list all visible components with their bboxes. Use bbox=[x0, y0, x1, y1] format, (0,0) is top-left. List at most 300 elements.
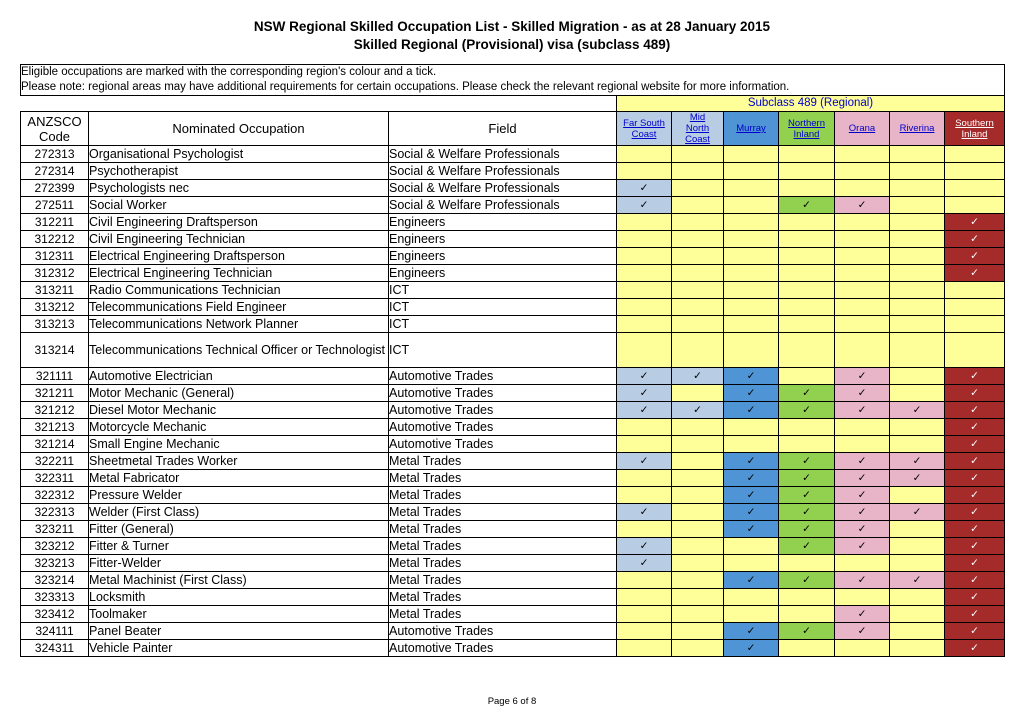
tick-icon: ✓ bbox=[970, 505, 979, 518]
cell-region-murray bbox=[724, 299, 779, 316]
cell-occupation: Telecommunications Network Planner bbox=[89, 316, 389, 333]
cell-region-orana bbox=[835, 589, 890, 606]
cell-region-orana bbox=[835, 470, 890, 487]
cell-region-northern_inland bbox=[779, 487, 835, 504]
cell-region-orana bbox=[835, 606, 890, 623]
cell-region-orana bbox=[835, 419, 890, 436]
header-region-mid-north-coast: Mid North Coast bbox=[672, 112, 724, 146]
cell-field: Engineers bbox=[389, 214, 617, 231]
cell-region-murray bbox=[724, 163, 779, 180]
cell-region-orana bbox=[835, 265, 890, 282]
header-anzsco-line1: ANZSCO bbox=[27, 113, 82, 129]
cell-region-far_south_coast bbox=[617, 589, 672, 606]
cell-occupation: Radio Communications Technician bbox=[89, 282, 389, 299]
table-row bbox=[21, 606, 1005, 623]
cell-region-orana bbox=[835, 436, 890, 453]
cell-region-orana bbox=[835, 146, 890, 163]
cell-region-mid_north_coast bbox=[672, 368, 724, 385]
header-field: Field bbox=[389, 112, 617, 146]
tick-icon: ✓ bbox=[802, 386, 811, 399]
cell-region-riverina bbox=[890, 419, 945, 436]
cell-region-murray bbox=[724, 248, 779, 265]
cell-anzsco-code: 312212 bbox=[21, 231, 89, 248]
cell-anzsco-code: 321212 bbox=[21, 402, 89, 419]
tick-icon: ✓ bbox=[857, 454, 867, 467]
cell-occupation: Social Worker bbox=[89, 197, 389, 214]
cell-region-far_south_coast bbox=[617, 402, 672, 419]
note-line-1: Eligible occupations are marked with the corresponding region's colour and a tick. bbox=[21, 66, 437, 78]
cell-anzsco-code: 272399 bbox=[21, 180, 89, 197]
tick-icon: ✓ bbox=[970, 573, 979, 586]
cell-region-riverina bbox=[890, 299, 945, 316]
cell-region-southern_inland bbox=[945, 538, 1005, 555]
cell-region-mid_north_coast bbox=[672, 197, 724, 214]
cell-occupation: Metal Fabricator bbox=[89, 470, 389, 487]
cell-region-mid_north_coast bbox=[672, 538, 724, 555]
tick-icon: ✓ bbox=[912, 573, 922, 586]
tick-icon: ✓ bbox=[746, 624, 756, 637]
cell-field: Metal Trades bbox=[389, 504, 617, 521]
cell-region-murray bbox=[724, 453, 779, 470]
cell-occupation: Psychologists nec bbox=[89, 180, 389, 197]
cell-region-southern_inland bbox=[945, 146, 1005, 163]
cell-region-murray bbox=[724, 504, 779, 521]
page-subtitle: Skilled Regional (Provisional) visa (subclass 489) bbox=[353, 37, 671, 52]
cell-region-murray bbox=[724, 555, 779, 572]
tick-icon: ✓ bbox=[970, 539, 979, 552]
cell-region-riverina bbox=[890, 265, 945, 282]
tick-icon: ✓ bbox=[802, 471, 811, 484]
tick-icon: ✓ bbox=[639, 454, 649, 467]
cell-region-southern_inland bbox=[945, 368, 1005, 385]
cell-occupation: Sheetmetal Trades Worker bbox=[89, 453, 389, 470]
cell-region-orana bbox=[835, 197, 890, 214]
cell-region-mid_north_coast bbox=[672, 623, 724, 640]
tick-icon: ✓ bbox=[639, 386, 649, 399]
cell-region-far_south_coast bbox=[617, 504, 672, 521]
cell-region-murray bbox=[724, 572, 779, 589]
cell-region-northern_inland bbox=[779, 504, 835, 521]
cell-region-northern_inland bbox=[779, 470, 835, 487]
cell-region-murray bbox=[724, 402, 779, 419]
tick-icon: ✓ bbox=[746, 573, 756, 586]
cell-anzsco-code: 272313 bbox=[21, 146, 89, 163]
cell-anzsco-code: 321213 bbox=[21, 419, 89, 436]
cell-region-mid_north_coast bbox=[672, 589, 724, 606]
cell-region-southern_inland bbox=[945, 504, 1005, 521]
cell-region-mid_north_coast bbox=[672, 521, 724, 538]
cell-region-murray bbox=[724, 214, 779, 231]
table-row bbox=[21, 333, 1005, 368]
cell-anzsco-code: 313212 bbox=[21, 299, 89, 316]
cell-region-riverina bbox=[890, 282, 945, 299]
cell-region-far_south_coast bbox=[617, 555, 672, 572]
tick-icon: ✓ bbox=[639, 539, 649, 552]
cell-region-northern_inland bbox=[779, 180, 835, 197]
cell-region-orana bbox=[835, 248, 890, 265]
tick-icon: ✓ bbox=[857, 624, 867, 637]
cell-anzsco-code: 322311 bbox=[21, 470, 89, 487]
tick-icon: ✓ bbox=[802, 505, 811, 518]
cell-region-northern_inland bbox=[779, 316, 835, 333]
table-row bbox=[21, 419, 1005, 436]
cell-occupation: Fitter-Welder bbox=[89, 555, 389, 572]
cell-field: Metal Trades bbox=[389, 606, 617, 623]
tick-icon: ✓ bbox=[746, 488, 756, 501]
cell-occupation: Vehicle Painter bbox=[89, 640, 389, 657]
cell-region-far_south_coast bbox=[617, 538, 672, 555]
cell-field: Automotive Trades bbox=[389, 385, 617, 402]
cell-occupation: Locksmith bbox=[89, 589, 389, 606]
cell-region-mid_north_coast bbox=[672, 231, 724, 248]
table-row bbox=[21, 572, 1005, 589]
cell-region-mid_north_coast bbox=[672, 265, 724, 282]
header-anzsco-code bbox=[21, 112, 89, 146]
table-row bbox=[21, 248, 1005, 265]
cell-region-riverina bbox=[890, 606, 945, 623]
cell-region-mid_north_coast bbox=[672, 163, 724, 180]
tick-icon: ✓ bbox=[912, 454, 922, 467]
table-row bbox=[21, 146, 1005, 163]
cell-field: Automotive Trades bbox=[389, 402, 617, 419]
cell-region-riverina bbox=[890, 640, 945, 657]
cell-region-murray bbox=[724, 470, 779, 487]
tick-icon: ✓ bbox=[970, 437, 979, 450]
cell-region-riverina bbox=[890, 248, 945, 265]
cell-region-murray bbox=[724, 180, 779, 197]
tick-icon: ✓ bbox=[693, 403, 702, 416]
cell-region-murray bbox=[724, 606, 779, 623]
header-region-orana: Orana bbox=[835, 112, 890, 146]
header-region-riverina: Riverina bbox=[890, 112, 945, 146]
cell-region-mid_north_coast bbox=[672, 316, 724, 333]
tick-icon: ✓ bbox=[693, 369, 702, 382]
cell-field: ICT bbox=[389, 299, 617, 316]
cell-region-southern_inland bbox=[945, 436, 1005, 453]
cell-region-southern_inland bbox=[945, 180, 1005, 197]
table-row bbox=[21, 282, 1005, 299]
cell-region-mid_north_coast bbox=[672, 214, 724, 231]
tick-icon: ✓ bbox=[970, 641, 979, 654]
tick-icon: ✓ bbox=[912, 403, 922, 416]
table-row bbox=[21, 214, 1005, 231]
cell-region-far_south_coast bbox=[617, 368, 672, 385]
tick-icon: ✓ bbox=[857, 488, 867, 501]
cell-occupation: Automotive Electrician bbox=[89, 368, 389, 385]
cell-region-northern_inland bbox=[779, 248, 835, 265]
cell-region-northern_inland bbox=[779, 146, 835, 163]
tick-icon: ✓ bbox=[970, 420, 979, 433]
cell-region-murray bbox=[724, 538, 779, 555]
cell-region-mid_north_coast bbox=[672, 640, 724, 657]
cell-region-orana bbox=[835, 333, 890, 368]
cell-region-murray bbox=[724, 487, 779, 504]
tick-icon: ✓ bbox=[857, 198, 867, 211]
tick-icon: ✓ bbox=[970, 215, 979, 228]
tick-icon: ✓ bbox=[639, 403, 649, 416]
cell-region-southern_inland bbox=[945, 470, 1005, 487]
tick-icon: ✓ bbox=[802, 573, 811, 586]
cell-region-murray bbox=[724, 385, 779, 402]
tick-icon: ✓ bbox=[746, 522, 756, 535]
cell-region-far_south_coast bbox=[617, 299, 672, 316]
note-line-2: Please note: regional areas may have additional requirements for certain occupations. Please check the relevant regional website for more information. bbox=[21, 81, 790, 93]
cell-region-northern_inland bbox=[779, 333, 835, 368]
cell-region-far_south_coast bbox=[617, 316, 672, 333]
cell-region-southern_inland bbox=[945, 419, 1005, 436]
tick-icon: ✓ bbox=[970, 607, 979, 620]
cell-region-mid_north_coast bbox=[672, 180, 724, 197]
header-region-southern-inland: Southern Inland bbox=[945, 112, 1005, 146]
cell-occupation: Toolmaker bbox=[89, 606, 389, 623]
cell-anzsco-code: 324311 bbox=[21, 640, 89, 657]
cell-region-northern_inland bbox=[779, 623, 835, 640]
tick-icon: ✓ bbox=[802, 488, 811, 501]
cell-region-orana bbox=[835, 453, 890, 470]
cell-region-riverina bbox=[890, 402, 945, 419]
cell-anzsco-code: 322313 bbox=[21, 504, 89, 521]
table-row bbox=[21, 299, 1005, 316]
cell-field: ICT bbox=[389, 282, 617, 299]
table-row bbox=[21, 316, 1005, 333]
cell-region-northern_inland bbox=[779, 402, 835, 419]
cell-field: Automotive Trades bbox=[389, 623, 617, 640]
tick-icon: ✓ bbox=[970, 266, 979, 279]
cell-region-southern_inland bbox=[945, 453, 1005, 470]
cell-field: Metal Trades bbox=[389, 589, 617, 606]
cell-occupation: Organisational Psychologist bbox=[89, 146, 389, 163]
cell-region-orana bbox=[835, 487, 890, 504]
cell-region-southern_inland bbox=[945, 299, 1005, 316]
table-row bbox=[21, 453, 1005, 470]
cell-region-orana bbox=[835, 572, 890, 589]
tick-icon: ✓ bbox=[639, 369, 649, 382]
table-row bbox=[21, 436, 1005, 453]
cell-field: Engineers bbox=[389, 248, 617, 265]
table-row bbox=[21, 231, 1005, 248]
cell-region-murray bbox=[724, 265, 779, 282]
cell-region-far_south_coast bbox=[617, 333, 672, 368]
cell-region-northern_inland bbox=[779, 453, 835, 470]
cell-field: Automotive Trades bbox=[389, 368, 617, 385]
tick-icon: ✓ bbox=[857, 505, 867, 518]
cell-field: ICT bbox=[389, 333, 617, 368]
tick-icon: ✓ bbox=[802, 403, 811, 416]
banner-row bbox=[21, 96, 1005, 112]
cell-occupation: Motor Mechanic (General) bbox=[89, 385, 389, 402]
table-row bbox=[21, 589, 1005, 606]
cell-occupation: Diesel Motor Mechanic bbox=[89, 402, 389, 419]
cell-region-northern_inland bbox=[779, 538, 835, 555]
cell-region-northern_inland bbox=[779, 282, 835, 299]
tick-icon: ✓ bbox=[746, 369, 756, 382]
cell-region-far_south_coast bbox=[617, 265, 672, 282]
cell-region-orana bbox=[835, 504, 890, 521]
cell-anzsco-code: 323412 bbox=[21, 606, 89, 623]
tick-icon: ✓ bbox=[802, 454, 811, 467]
cell-region-mid_north_coast bbox=[672, 419, 724, 436]
cell-region-southern_inland bbox=[945, 214, 1005, 231]
cell-region-orana bbox=[835, 299, 890, 316]
cell-region-far_south_coast bbox=[617, 606, 672, 623]
cell-occupation: Psychotherapist bbox=[89, 163, 389, 180]
tick-icon: ✓ bbox=[857, 369, 867, 382]
cell-region-southern_inland bbox=[945, 623, 1005, 640]
cell-region-southern_inland bbox=[945, 487, 1005, 504]
tick-icon: ✓ bbox=[970, 590, 979, 603]
table-row bbox=[21, 265, 1005, 282]
cell-region-northern_inland bbox=[779, 521, 835, 538]
cell-region-far_south_coast bbox=[617, 487, 672, 504]
cell-region-riverina bbox=[890, 521, 945, 538]
cell-region-orana bbox=[835, 316, 890, 333]
cell-region-murray bbox=[724, 640, 779, 657]
tick-icon: ✓ bbox=[970, 386, 979, 399]
cell-occupation: Panel Beater bbox=[89, 623, 389, 640]
cell-anzsco-code: 321214 bbox=[21, 436, 89, 453]
cell-region-southern_inland bbox=[945, 265, 1005, 282]
table-row bbox=[21, 555, 1005, 572]
cell-region-far_south_coast bbox=[617, 640, 672, 657]
cell-region-riverina bbox=[890, 623, 945, 640]
cell-region-mid_north_coast bbox=[672, 146, 724, 163]
cell-region-southern_inland bbox=[945, 385, 1005, 402]
cell-region-orana bbox=[835, 623, 890, 640]
table-row bbox=[21, 180, 1005, 197]
cell-region-orana bbox=[835, 538, 890, 555]
cell-field: Automotive Trades bbox=[389, 436, 617, 453]
table-row bbox=[21, 368, 1005, 385]
cell-region-mid_north_coast bbox=[672, 470, 724, 487]
cell-region-mid_north_coast bbox=[672, 504, 724, 521]
tick-icon: ✓ bbox=[746, 386, 756, 399]
cell-region-southern_inland bbox=[945, 316, 1005, 333]
cell-region-southern_inland bbox=[945, 521, 1005, 538]
cell-region-northern_inland bbox=[779, 265, 835, 282]
cell-occupation: Civil Engineering Draftsperson bbox=[89, 214, 389, 231]
cell-field: Metal Trades bbox=[389, 487, 617, 504]
cell-region-riverina bbox=[890, 180, 945, 197]
cell-region-far_south_coast bbox=[617, 282, 672, 299]
cell-region-mid_north_coast bbox=[672, 436, 724, 453]
cell-region-murray bbox=[724, 521, 779, 538]
cell-region-southern_inland bbox=[945, 163, 1005, 180]
cell-occupation: Telecommunications Field Engineer bbox=[89, 299, 389, 316]
tick-icon: ✓ bbox=[970, 624, 979, 637]
page-title: NSW Regional Skilled Occupation List - Skilled Migration - as at 28 January 2015 bbox=[253, 19, 771, 34]
cell-region-mid_north_coast bbox=[672, 402, 724, 419]
cell-region-northern_inland bbox=[779, 214, 835, 231]
cell-region-southern_inland bbox=[945, 402, 1005, 419]
table-row bbox=[21, 640, 1005, 657]
cell-region-southern_inland bbox=[945, 231, 1005, 248]
tick-icon: ✓ bbox=[746, 454, 756, 467]
cell-region-riverina bbox=[890, 453, 945, 470]
cell-region-mid_north_coast bbox=[672, 572, 724, 589]
tick-icon: ✓ bbox=[857, 573, 867, 586]
cell-field: Social & Welfare Professionals bbox=[389, 180, 617, 197]
cell-field: Metal Trades bbox=[389, 555, 617, 572]
tick-icon: ✓ bbox=[970, 454, 979, 467]
cell-region-far_south_coast bbox=[617, 419, 672, 436]
cell-region-northern_inland bbox=[779, 197, 835, 214]
cell-anzsco-code: 312311 bbox=[21, 248, 89, 265]
cell-field: ICT bbox=[389, 316, 617, 333]
cell-region-murray bbox=[724, 231, 779, 248]
tick-icon: ✓ bbox=[857, 607, 867, 620]
tick-icon: ✓ bbox=[746, 641, 756, 654]
cell-region-northern_inland bbox=[779, 231, 835, 248]
table-row bbox=[21, 487, 1005, 504]
cell-anzsco-code: 313213 bbox=[21, 316, 89, 333]
cell-region-far_south_coast bbox=[617, 163, 672, 180]
cell-region-orana bbox=[835, 231, 890, 248]
page-footer: Page 6 of 8 bbox=[487, 696, 537, 707]
cell-field: Automotive Trades bbox=[389, 419, 617, 436]
header-occupation: Nominated Occupation bbox=[89, 112, 389, 146]
tick-icon: ✓ bbox=[639, 556, 649, 569]
cell-occupation: Welder (First Class) bbox=[89, 504, 389, 521]
cell-region-murray bbox=[724, 368, 779, 385]
cell-field: Metal Trades bbox=[389, 538, 617, 555]
cell-region-riverina bbox=[890, 504, 945, 521]
header-region-northern-inland: Northern Inland bbox=[779, 112, 835, 146]
cell-region-northern_inland bbox=[779, 368, 835, 385]
cell-occupation: Fitter (General) bbox=[89, 521, 389, 538]
cell-region-far_south_coast bbox=[617, 521, 672, 538]
occupation-list-table bbox=[20, 64, 1005, 657]
cell-region-far_south_coast bbox=[617, 623, 672, 640]
cell-region-far_south_coast bbox=[617, 453, 672, 470]
tick-icon: ✓ bbox=[857, 539, 867, 552]
cell-region-southern_inland bbox=[945, 333, 1005, 368]
cell-region-riverina bbox=[890, 146, 945, 163]
cell-region-riverina bbox=[890, 555, 945, 572]
table-row bbox=[21, 385, 1005, 402]
tick-icon: ✓ bbox=[970, 556, 979, 569]
cell-region-murray bbox=[724, 333, 779, 368]
cell-region-riverina bbox=[890, 436, 945, 453]
cell-region-mid_north_coast bbox=[672, 299, 724, 316]
cell-region-mid_north_coast bbox=[672, 487, 724, 504]
table-row bbox=[21, 402, 1005, 419]
tick-icon: ✓ bbox=[639, 181, 649, 194]
cell-occupation: Telecommunications Technical Officer or Technologist bbox=[89, 333, 389, 368]
cell-anzsco-code: 313211 bbox=[21, 282, 89, 299]
cell-region-southern_inland bbox=[945, 572, 1005, 589]
table-row bbox=[21, 197, 1005, 214]
cell-region-murray bbox=[724, 282, 779, 299]
cell-anzsco-code: 323213 bbox=[21, 555, 89, 572]
cell-region-mid_north_coast bbox=[672, 453, 724, 470]
cell-anzsco-code: 322312 bbox=[21, 487, 89, 504]
cell-region-riverina bbox=[890, 487, 945, 504]
cell-region-riverina bbox=[890, 231, 945, 248]
cell-region-riverina bbox=[890, 316, 945, 333]
cell-region-murray bbox=[724, 316, 779, 333]
cell-field: Social & Welfare Professionals bbox=[389, 163, 617, 180]
tick-icon: ✓ bbox=[802, 522, 811, 535]
cell-region-northern_inland bbox=[779, 299, 835, 316]
tick-icon: ✓ bbox=[802, 198, 811, 211]
cell-region-riverina bbox=[890, 538, 945, 555]
header-row bbox=[21, 112, 1005, 146]
cell-anzsco-code: 323214 bbox=[21, 572, 89, 589]
tick-icon: ✓ bbox=[746, 403, 756, 416]
cell-region-southern_inland bbox=[945, 197, 1005, 214]
cell-occupation: Civil Engineering Technician bbox=[89, 231, 389, 248]
cell-anzsco-code: 323212 bbox=[21, 538, 89, 555]
